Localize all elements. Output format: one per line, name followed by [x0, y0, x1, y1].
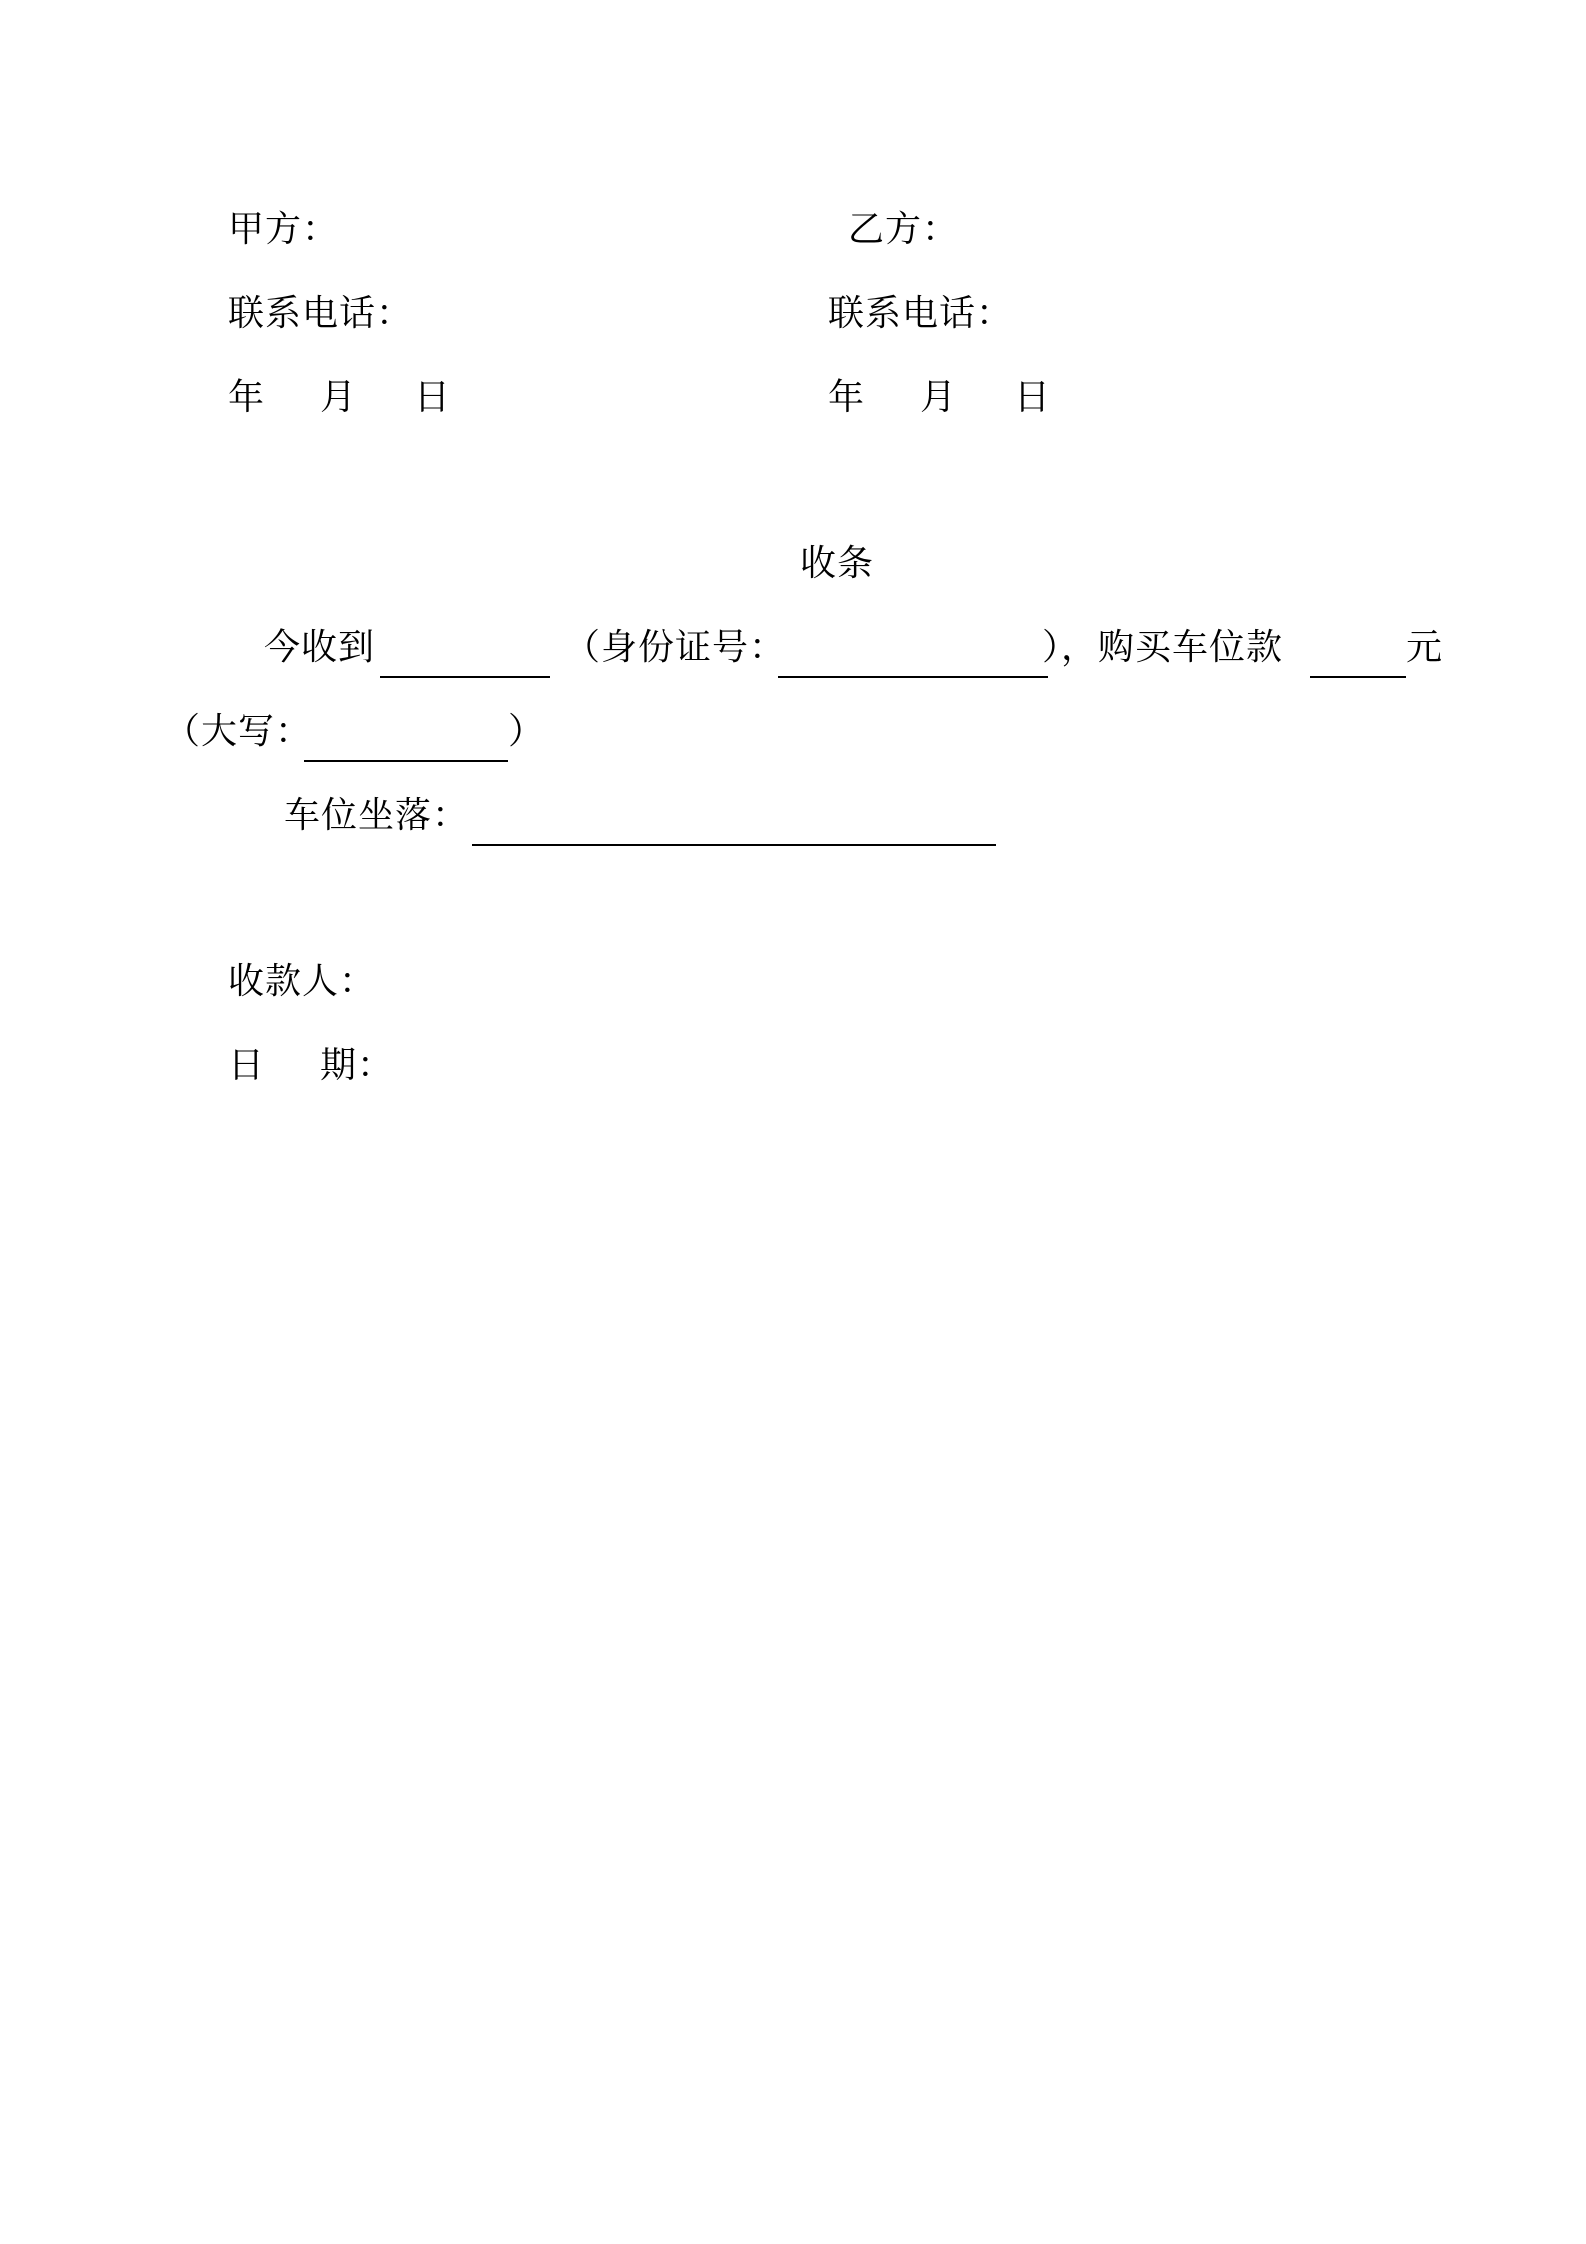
party-a-date-year: 年 — [228, 377, 266, 418]
receipt-title: 收条 — [800, 543, 875, 584]
received-prefix: 今收到 — [264, 627, 376, 668]
party-a-date-month: 月 — [320, 377, 358, 418]
currency-unit: 元 — [1406, 627, 1444, 668]
payer-name-blank — [380, 676, 550, 678]
id-number-label: （身份证号： — [564, 627, 787, 668]
id-number-blank — [778, 676, 1048, 678]
party-b-label: 乙方： — [848, 209, 960, 250]
party-b-date-month: 月 — [920, 377, 958, 418]
location-label: 车位坐落： — [284, 795, 470, 836]
party-b-date-day: 日 — [1014, 377, 1052, 418]
amount-words-blank — [304, 760, 508, 762]
date-label-first-char: 日 — [228, 1045, 266, 1086]
location-blank — [472, 844, 996, 846]
purchase-text: ），购买车位款 — [1042, 627, 1284, 668]
amount-blank — [1310, 676, 1406, 678]
payee-label: 收款人： — [228, 961, 377, 1002]
party-a-date-day: 日 — [414, 377, 452, 418]
amount-words-label: （大写： — [164, 711, 313, 752]
party-a-label: 甲方： — [228, 209, 340, 250]
party-b-phone-label: 联系电话： — [828, 293, 1014, 334]
amount-words-close: ） — [508, 711, 546, 752]
party-a-phone-label: 联系电话： — [228, 293, 414, 334]
party-b-date-year: 年 — [828, 377, 866, 418]
date-label-rest: 期： — [320, 1045, 395, 1086]
